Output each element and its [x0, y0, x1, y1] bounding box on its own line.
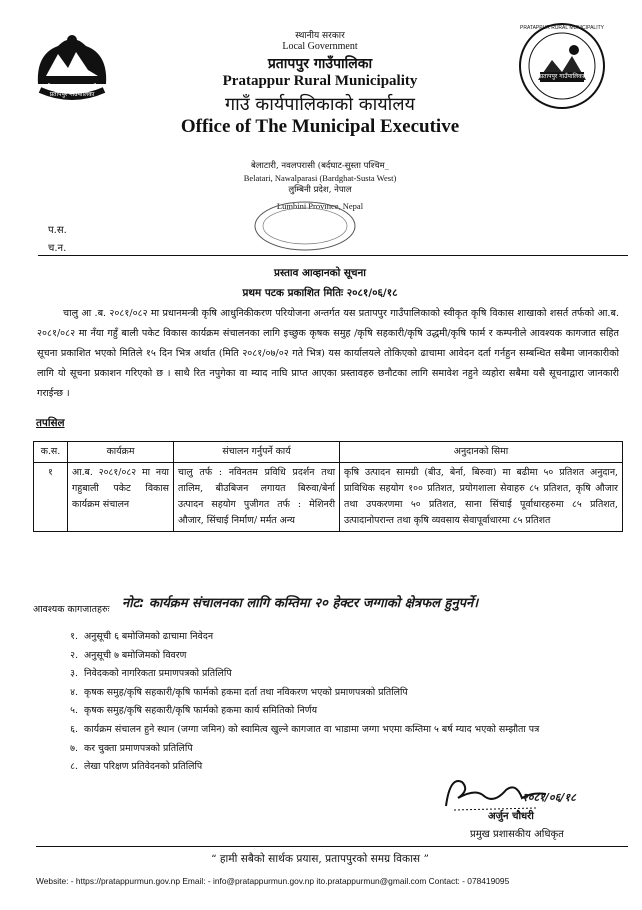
published-date: प्रथम पटक प्रकाशित मितिः २०८१/०६/१८	[242, 287, 398, 299]
office-stamp-icon	[250, 196, 360, 256]
notice-title: प्रस्ताव आव्हानको सूचना	[274, 267, 366, 279]
province-np: लुम्बिनी प्रदेश, नेपाल	[288, 185, 352, 195]
list-item-text: अनुसूची ६ बमोजिमको ढाचामा निवेदन	[84, 631, 214, 642]
list-item	[60, 684, 620, 703]
handwritten-note: नोट: कार्यक्रम संचालनका लागि कम्तिमा २० हेक्टर जग्गाको क्षेत्रफल हुनुपर्ने।	[122, 596, 479, 611]
office-name-en: Office of The Municipal Executive	[180, 116, 460, 137]
office-name-np: गाउँ कार्यपालिकाको कार्यालय	[225, 94, 415, 115]
details-heading: तपसिल	[36, 417, 65, 429]
required-docs-label: आवश्यक कागजातहरुः	[33, 604, 110, 615]
list-item-num: २.	[70, 649, 78, 661]
list-item	[60, 647, 620, 666]
list-item-text: कृषक समुह/कृषि सहकारी/कृषि फार्मको हकमा दर्ता तथा नविकरण भएको प्रमाणपत्रको प्रतिलिपि	[84, 686, 408, 698]
list-item-text: अनुसूची ७ बमोजिमको विवरण	[84, 649, 187, 661]
signatory-name: अर्जुन चौधरी	[488, 811, 534, 822]
province-en: Lumbini Province, Nepal	[276, 201, 364, 211]
table-cell-grant: कृषि उत्पादन सामग्री (बीउ, बेर्ना, बिरुवा) मा बढीमा ५० प्रतिशत अनुदान, प्राविधिक सहयोग १०० प्रतिशत, प्रयोगशाला सेवाहरु ८५ प्रतिशत, कृषि औजार तथा उपकरणमा ५० प्रतिशत, साना सिंचाई पूर्वाधारहरुमा ८५ प्रतिशत, उत्पादानोपरान्त तथा कृषि व्यवसाय सेवापूर्वाधारमा ८५ प्रतिशत	[340, 463, 623, 532]
list-item	[60, 721, 620, 740]
notice-paragraph: चालु आ .ब. २०८१/०८२ मा प्रधानमन्त्री कृषि आधुनिकीकरण परियोजना अन्तर्गत यस प्रतापपुर गाउँपालिकाको स्वीकृत कृषि विकास शाखाको शसर्त तर्फको आ.ब. २०८१/०८२ मा नँया गहुँ बाली पकेट विकास कार्यक्रम संचालनका लागि इच्छुक कृषक समुह /कृषि सहकारी/कृषि उद्धमी/कृषि फार्म र कम्पनीले आवश्यक कागजात सहित सूचना प्रकाशित भएको मितिले १५ दिन भित्र अर्थात (मिति २०८१/०७/०२ गते भित्र) यस कार्यालयले तोकिएको ढाचामा आवेदन दर्ता गर्नहुन सम्बन्धित सबैमा जानकारीको लागि यो सूचना प्रकाशन गरिएको छ । साथै रित नपुगेका वा म्याद नाघि प्राप्त आएका प्रस्तावहरु छनौटका लागि समावेश नहुने व्यहोरा सबैमा यसै सूचनाद्वारा जानकारी गराईन्छ ।	[37, 308, 619, 399]
list-item-num: ८.	[70, 761, 78, 773]
table-header-row	[34, 442, 623, 463]
municipality-name-en: Pratappur Rural Municipality	[222, 73, 418, 89]
list-item-num: ७.	[70, 742, 78, 754]
local-gov-en: Local Government	[282, 41, 358, 52]
list-item-num: १.	[70, 631, 78, 642]
list-item-num: ३.	[70, 668, 78, 680]
table-cell-sn: १	[34, 463, 68, 532]
list-item-text: लेखा परिक्षण प्रतिवेदनको प्रतिलिपि	[84, 761, 203, 773]
footer-divider	[36, 846, 628, 847]
list-item	[60, 740, 620, 759]
table-header-activities: संचालन गर्नुपर्ने कार्य	[174, 442, 340, 463]
header-divider	[38, 255, 628, 256]
header-block	[120, 28, 520, 138]
nepal-emblem-logo	[28, 24, 116, 116]
ref-ps: प.स.	[48, 225, 67, 236]
municipality-name-np: प्रतापपुर गाउँपालिका	[267, 56, 373, 72]
table-header-sn: क.स.	[34, 442, 68, 463]
signature-date: २०८१/०६/१८	[522, 791, 576, 804]
list-item-num: ५.	[70, 705, 78, 717]
ref-cn: च.न.	[48, 243, 67, 254]
list-item-text: कार्यक्रम संचालन हुने स्थान (जग्गा जमिन) को स्वामित्व खुल्ने कागजात वा भाडामा जग्गा भएमा कम्तिमा ५ बर्ष म्याद भएको सम्झौता पत्र	[84, 723, 540, 735]
required-docs-list	[60, 628, 620, 777]
list-item-text: निवेदकको नागरिकता प्रमाणपत्रको प्रतिलिपि	[84, 668, 232, 680]
address-en: Belatari, Nawalparasi (Bardghat-Susta West)	[243, 173, 397, 183]
municipality-seal-icon	[518, 22, 606, 110]
table-header-program: कार्यक्रम	[68, 442, 174, 463]
table-header-grant: अनुदानको सिमा	[340, 442, 623, 463]
list-item	[60, 702, 620, 721]
list-item-text: कृषक समुह/कृषि सहकारी/कृषि फार्मको हकमा कार्य समितिको निर्णय	[84, 705, 318, 717]
address-np: बेलाटारी, नवलपरासी (बर्दघाट-सुस्ता पश्चिम_	[251, 161, 389, 171]
list-item-text: कर चुक्ता प्रमाणपत्रको प्रतिलिपि	[84, 742, 193, 754]
local-gov-np: स्थानीय सरकार	[295, 31, 345, 41]
list-item	[60, 665, 620, 684]
list-item-num: ६.	[70, 723, 78, 735]
right-emblem-text: PRATAPPUR RURAL MUNICIPALITY	[520, 25, 604, 31]
table-cell-activities: चालु तर्फ : नविनतम प्रविधि प्रदर्शन तथा तालिम, बीउबिजन लगायत बिरुवा/बेर्ना उत्पादन सहयोग पुजीगत तर्फ : मेशिनरी औजार, सिंचाई निर्माण/ मर्मत अन्य	[174, 463, 340, 532]
coat-of-arms-icon	[28, 24, 116, 112]
footer-contact: Website: - https://pratappurmun.gov.np Email: - info@pratappurmun.gov.np ito.pratappurmun@gmail.com Contact: - 078419095	[36, 876, 510, 886]
table-row	[34, 463, 623, 532]
left-emblem-text: प्रतापपुर गाउँपालिका	[49, 91, 95, 98]
list-item-num: ४.	[70, 686, 78, 698]
municipality-logo	[518, 22, 606, 114]
signatory-title: प्रमुख प्रशासकीय अधिकृत	[470, 829, 564, 840]
table-cell-program: आ.ब. २०८१/०८२ मा नया गहुबाली पकेट विकास कार्यक्रम संचालन	[68, 463, 174, 532]
list-item	[60, 628, 620, 647]
footer-slogan: “ हामी सबैको सार्थक प्रयास, प्रतापपुरको समग्र विकास ”	[211, 853, 429, 865]
right-emblem-text-np: प्रतापपुर गाउँपालिका	[539, 73, 585, 80]
program-table	[33, 441, 623, 532]
